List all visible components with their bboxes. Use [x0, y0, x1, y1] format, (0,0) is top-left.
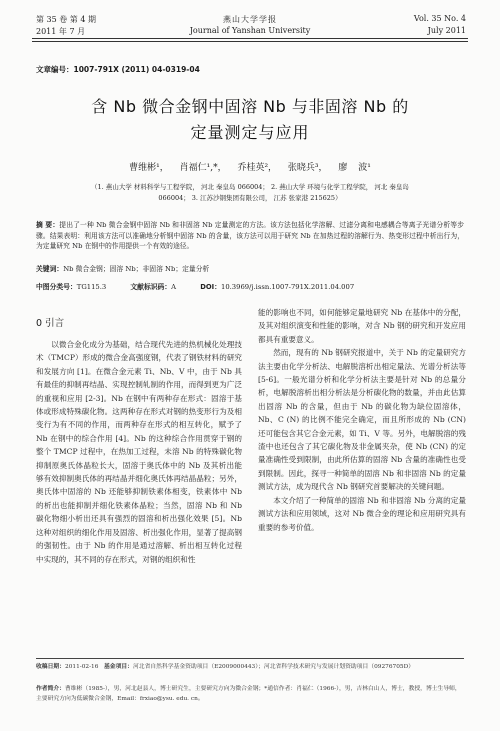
affiliation-line2: 066004； 3. 江苏沙钢集团有限公司， 江苏 张家港 215625）	[158, 194, 342, 202]
author-list: 曹维彬¹， 肖福仁¹,*， 乔桂英²， 张晓兵³， 廖 波¹	[129, 163, 371, 173]
footnote-fund	[36, 662, 464, 672]
doc-code-value: A	[171, 283, 177, 291]
footnote-author	[36, 684, 464, 704]
keywords	[36, 263, 464, 273]
date-right: July 2011	[427, 26, 466, 35]
doi-value: 10.3969/j.issn.1007-791X.2011.04.007	[221, 283, 355, 291]
volume-issue-left: 第 35 卷 第 4 期	[36, 15, 96, 24]
abstract-label: 摘 要：	[36, 221, 60, 229]
header-rule-top	[32, 38, 468, 39]
abstract-text: 提出了一种 Nb 微合金钢中固溶 Nb 和非固溶 Nb 定量测定的方法。该方法包括化学溶解、过滤分离和电感耦合等离子光谱分析等步骤。结果表明：利用该方法可以准确地分析钢中固溶 Nb 的含量，该方法可以用于研究 Nb 在加热过程的溶解行为、热变形过程中析出行为，为定量研究 Nb 在钢中的作用提供一个有效的途径。	[36, 221, 464, 250]
affiliations	[40, 182, 460, 204]
volume-issue-right: Vol. 35 No. 4	[413, 14, 466, 23]
left-paragraph: 以微合金化成分为基础，结合现代先进的热机械化处理技术（TMCP）形成的微合金高强度钢，代表了钢铁材料的研究和发展方向 [1]。在微合金元素 Ti、Nb、V 中，由于 Nb 具有最佳的抑制再结晶、实现控制轧制的作用，而得到更为广泛的重视和应用 [2-3]。Nb 在钢中有两种存在形式：固溶于基体或形成特殊碳化物。这两种存在形式对钢的热变形行为及相变行为有不同的作用，而两种存在形式的相互转化，赋予了 Nb 在钢中的综合作用 [4]。Nb 的这种综合作用贯穿于钢的整个 TMCP 过程中，在热加工过程，未溶 Nb 的特殊碳化物抑制原奥氏体晶粒长大，固溶于奥氏体中的 Nb 及其析出能够有效抑制奥氏体的再结晶并细化奥氏体再结晶晶粒；另外，奥氏体中固溶的 Nb 还能够抑制铁素体相变，铁素体中 Nb 的析出也能抑制并细化铁素体晶粒；当然，固溶 Nb 和 Nb 碳化物细小析出还具有强烈的固溶和析出强化效果 [5]。Nb 这种对组织的细化作用及固溶、析出强化作用，显著了提高钢的强韧性。由于 Nb 的作用是通过溶解、析出相互转化过程中实现的，其不同的存在形式，对钢的组织和性	[36, 340, 243, 564]
fund-label: 基金项目：	[103, 664, 133, 670]
date-left: 2011 年 7 月	[36, 27, 86, 36]
clc-value: TG115.3	[76, 283, 107, 291]
affiliation-line1: （1. 燕山大学 材料科学与工程学院， 河北 秦皇岛 066004； 2. 燕山大学 环境与化学工程学院， 河北 秦皇岛	[91, 183, 409, 191]
right-paragraph-1: 能的影响也不同，如何能够定量地研究 Nb 在基体中的分配，及其对组织演变和性能的影响，对含 Nb 钢的研究和开发应用都具有重要意义。	[258, 308, 466, 344]
author-bio-text: 曹维彬（1985-），男，河北赵县人，博士研究生，主要研究方向为微合金钢；*通信作者：肖福仁（1966-），男，吉林白山人，博士，教授，博士生导师，主要研究方向为低碳微合金钢，Email：frxiao@ysu. edu. cn。	[36, 686, 461, 702]
doi-label: DOI：	[200, 283, 221, 291]
keywords-label: 关键词：	[36, 265, 64, 273]
journal-name-en: Journal of Yanshan University	[189, 26, 311, 35]
body-right-column	[258, 306, 466, 534]
section-heading: 0 引言	[36, 318, 65, 329]
paper-title-line2: 定量测定与应用	[190, 123, 310, 142]
body-left-column	[36, 338, 242, 566]
clc-label: 中图分类号：	[36, 283, 77, 291]
article-number: 文章编号：1007-791X (2011) 04-0319-04	[36, 65, 200, 74]
right-paragraph-2: 然而，现有的 Nb 钢研究报道中，关于 Nb 的定量研究方法主要由化学分析法、电解脱溶析出相定量法、光谱分析法等 [5-6]。一般光谱分析和化学分析法主要是针对 Nb 的总量分析，电解脱溶析出相分析法是分析碳化物的数量，并由此估算出固溶 Nb 的含量，但由于 Nb 的碳化物为缺位固溶体，Nb、C (N) 的比例不能完全确定，而且所形成的 Nb (CN) 还可能包含其它合金元素，如 Ti、V 等。另外，电解脱溶的残渣中也还包含了其它碳化物及非金属夹杂，使 Nb (CN) 的定量准确性受到限制，由此所估算的固溶 Nb 含量的准确性也受到限制。因此，探寻一种简单的固溶 Nb 和非固溶 Nb 的定量测试方法，成为现代含 Nb 钢研究首要解决的关键问题。	[258, 348, 466, 492]
keywords-text: Nb 微合金钢；固溶 Nb；非固溶 Nb；定量分析	[63, 265, 210, 273]
author-bio-label: 作者简介：	[36, 686, 65, 692]
fund-text: 河北省自然科学基金资助项目（E2009000443）；河北省科学技术研究与发展计划资助项目（09276705D）	[132, 664, 415, 670]
classification-line	[36, 281, 464, 291]
abstract	[36, 220, 464, 252]
journal-name-cn: 燕山大学学报	[223, 15, 277, 24]
doc-code-label: 文献标识码：	[130, 283, 172, 291]
right-paragraph-3: 本文介绍了一种简单的固溶 Nb 和非固溶 Nb 分离的定量测试方法和应用领域，这对 Nb 微合金的理论和应用研究具有重要的参考价值。	[258, 495, 466, 532]
header-rule-bottom	[32, 41, 468, 42]
footnote-rule	[36, 658, 464, 659]
received-date: 2011-02-16	[65, 664, 99, 670]
received-label: 收稿日期：	[36, 664, 65, 670]
paper-title-line1: 含 Nb 微合金钢中固溶 Nb 与非固溶 Nb 的	[91, 97, 409, 116]
